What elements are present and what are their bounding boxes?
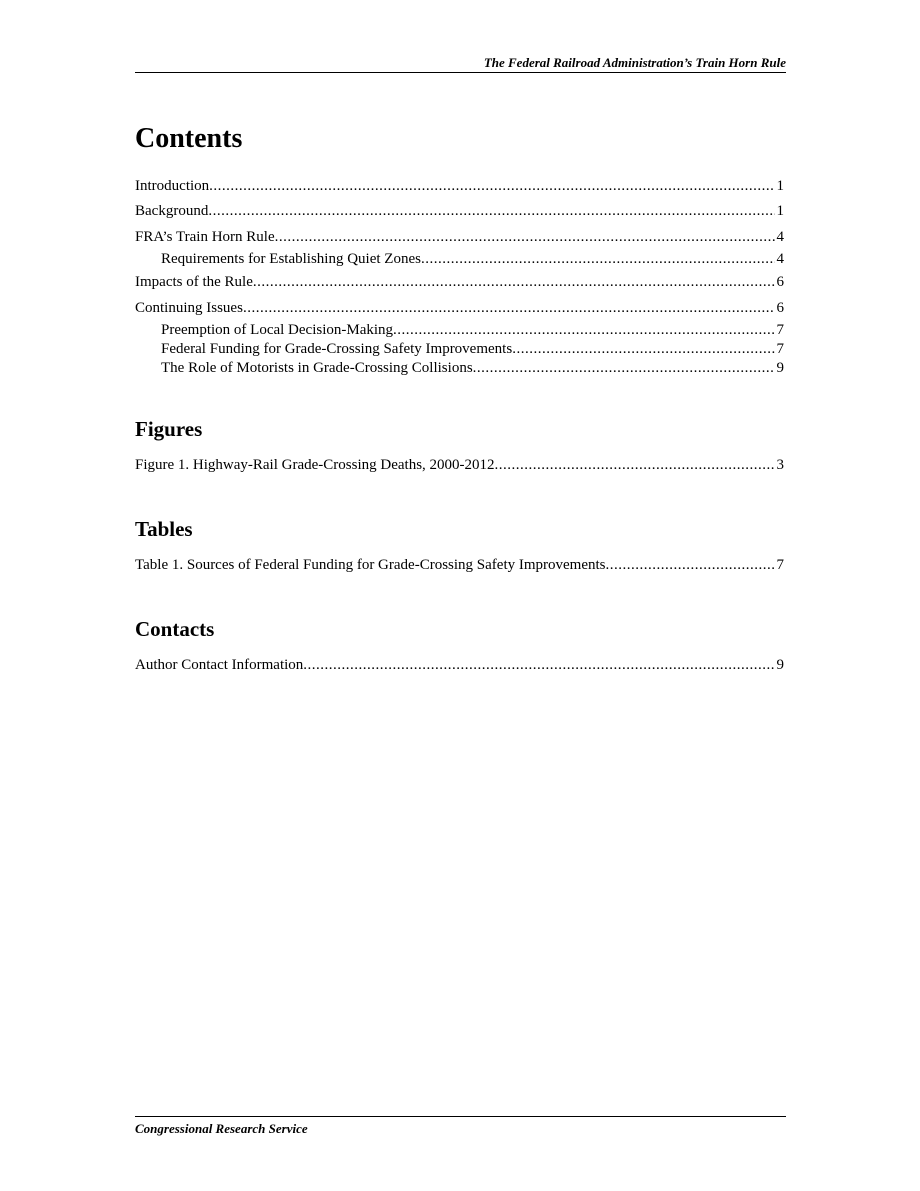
toc-entry-train-horn-rule[interactable] [135,228,784,247]
toc-entry-role-of-motorists[interactable] [161,359,784,378]
toc-entry-label: Continuing Issues [135,300,243,316]
dot-leader [275,228,775,247]
toc-entry-page: 7 [776,557,784,573]
toc-entry-label: The Role of Motorists in Grade-Crossing Collisions [161,360,473,376]
toc-entry-preemption[interactable] [161,321,784,340]
toc-entry-page: 1 [776,178,784,194]
dot-leader [303,656,774,675]
contacts-title: Contacts [135,617,215,641]
toc-entry-figure-1[interactable] [135,456,784,475]
toc-entry-page: 7 [776,322,784,338]
dot-leader [495,456,775,475]
toc-entry-page: 7 [776,341,784,357]
header-rule [135,72,786,73]
toc-entry-label: Preemption of Local Decision-Making [161,322,394,338]
toc-entry-label: Background [135,203,209,219]
toc-entry-page: 3 [776,457,784,473]
toc-entry-page: 9 [776,360,784,376]
toc-entry-table-1[interactable] [135,556,784,575]
toc-entry-federal-funding[interactable] [161,340,784,359]
toc-entry-background[interactable] [135,202,784,221]
toc-entry-label: Introduction [135,178,210,194]
toc-entry-page: 6 [776,300,784,316]
toc-entry-impacts[interactable] [135,273,784,292]
toc-entry-label: Figure 1. Highway-Rail Grade-Crossing Deaths, 2000-2012 [135,457,495,473]
figures-title: Figures [135,417,203,441]
toc-entry-label: Table 1. Sources of Federal Funding for Grade-Crossing Safety Improvements [135,557,606,573]
dot-leader [253,273,775,292]
toc-entry-label: Impacts of the Rule [135,274,253,290]
contents-title: Contents [135,123,243,154]
toc-entry-page: 6 [776,274,784,290]
tables-title: Tables [135,517,193,541]
dot-leader [473,359,775,378]
footer-rule [135,1116,786,1117]
toc-entry-page: 1 [776,203,784,219]
dot-leader [606,556,775,575]
toc-entry-label: Author Contact Information [135,657,304,673]
running-footer: Congressional Research Service [135,1121,308,1136]
toc-entry-label: Federal Funding for Grade-Crossing Safety Improvements [161,341,513,357]
toc-entry-continuing-issues[interactable] [135,299,784,318]
toc-entry-introduction[interactable] [135,177,784,196]
toc-entry-page: 4 [776,229,784,245]
dot-leader [209,177,774,196]
dot-leader [421,250,775,269]
dot-leader [393,321,774,340]
toc-entry-quiet-zones[interactable] [161,250,784,269]
dot-leader [512,340,774,359]
toc-entry-page: 9 [776,657,784,673]
toc-entry-page: 4 [776,251,784,267]
toc-entry-label: FRA’s Train Horn Rule [135,229,275,245]
dot-leader [243,299,775,318]
dot-leader [208,202,774,221]
running-header: The Federal Railroad Administration’s Train Horn Rule [483,55,786,70]
toc-entry-author-contact[interactable] [135,656,784,675]
toc-entry-label: Requirements for Establishing Quiet Zones [161,251,421,267]
